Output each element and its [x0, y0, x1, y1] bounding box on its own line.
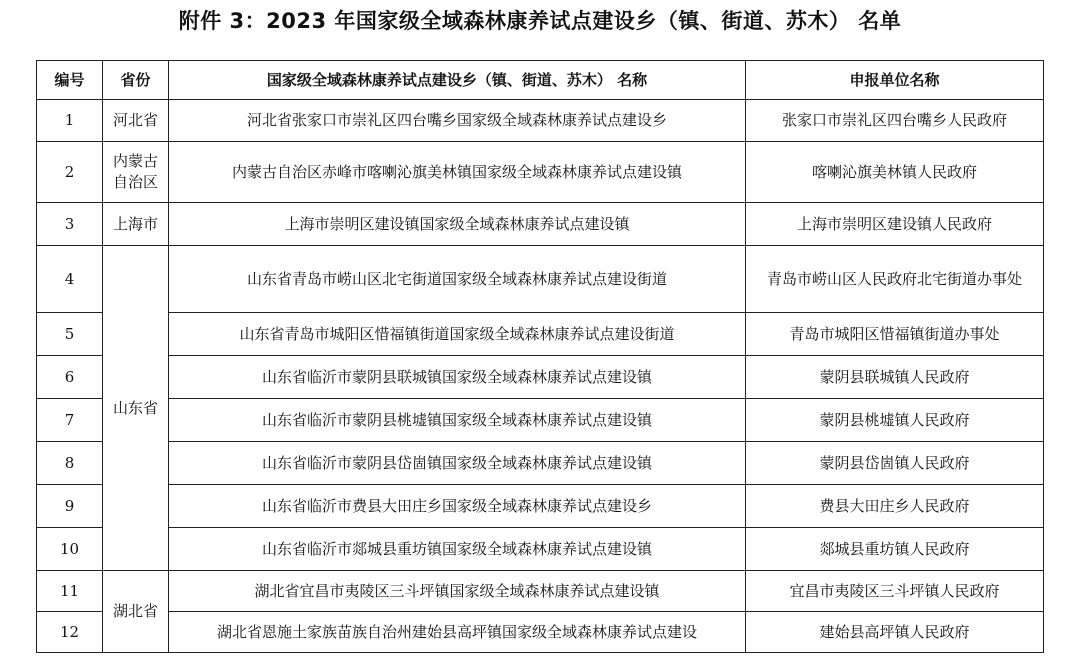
table-header-row: [37, 61, 1044, 100]
cell-no: 3: [37, 203, 103, 246]
cell-unit: 青岛市崂山区人民政府北宅街道办事处: [746, 246, 1044, 313]
cell-province: 河北省: [103, 100, 169, 142]
cell-name: 湖北省宜昌市夷陵区三斗坪镇国家级全域森林康养试点建设镇: [169, 571, 746, 612]
cell-no: 12: [37, 612, 103, 653]
cell-unit: 建始县高坪镇人民政府: [746, 612, 1044, 653]
table-row: [37, 203, 1044, 246]
header-name: 国家级全域森林康养试点建设乡（镇、街道、苏木） 名称: [169, 61, 746, 100]
header-unit: 申报单位名称: [746, 61, 1044, 100]
cell-unit: 蒙阴县联城镇人民政府: [746, 356, 1044, 399]
table-row: [37, 612, 1044, 653]
table-row: [37, 313, 1044, 356]
cell-province: 内蒙古自治区: [103, 142, 169, 203]
table-row: [37, 399, 1044, 442]
cell-name: 河北省张家口市崇礼区四台嘴乡国家级全域森林康养试点建设乡: [169, 100, 746, 142]
table-row: [37, 246, 1044, 313]
cell-name: 山东省青岛市城阳区惜福镇街道国家级全域森林康养试点建设街道: [169, 313, 746, 356]
cell-name: 湖北省恩施土家族苗族自治州建始县高坪镇国家级全域森林康养试点建设: [169, 612, 746, 653]
header-no: 编号: [37, 61, 103, 100]
cell-name: 内蒙古自治区赤峰市喀喇沁旗美林镇国家级全域森林康养试点建设镇: [169, 142, 746, 203]
cell-no: 9: [37, 485, 103, 528]
table-row: [37, 528, 1044, 571]
table-row: [37, 142, 1044, 203]
cell-unit: 青岛市城阳区惜福镇街道办事处: [746, 313, 1044, 356]
cell-unit: 喀喇沁旗美林镇人民政府: [746, 142, 1044, 203]
cell-no: 2: [37, 142, 103, 203]
cell-province: 湖北省: [103, 571, 169, 653]
table-row: [37, 485, 1044, 528]
cell-no: 7: [37, 399, 103, 442]
cell-name: 山东省青岛市崂山区北宅街道国家级全域森林康养试点建设街道: [169, 246, 746, 313]
cell-unit: 郯城县重坊镇人民政府: [746, 528, 1044, 571]
cell-name: 山东省临沂市费县大田庄乡国家级全域森林康养试点建设乡: [169, 485, 746, 528]
cell-province: 上海市: [103, 203, 169, 246]
table-row: [37, 571, 1044, 612]
cell-unit: 蒙阴县岱崮镇人民政府: [746, 442, 1044, 485]
cell-name: 山东省临沂市蒙阴县桃墟镇国家级全域森林康养试点建设镇: [169, 399, 746, 442]
pilot-town-table: [36, 60, 1044, 653]
cell-unit: 宜昌市夷陵区三斗坪镇人民政府: [746, 571, 1044, 612]
cell-name: 山东省临沂市郯城县重坊镇国家级全域森林康养试点建设镇: [169, 528, 746, 571]
cell-no: 10: [37, 528, 103, 571]
cell-unit: 上海市崇明区建设镇人民政府: [746, 203, 1044, 246]
cell-no: 6: [37, 356, 103, 399]
cell-no: 5: [37, 313, 103, 356]
header-province: 省份: [103, 61, 169, 100]
cell-no: 1: [37, 100, 103, 142]
cell-unit: 费县大田庄乡人民政府: [746, 485, 1044, 528]
cell-no: 8: [37, 442, 103, 485]
cell-no: 11: [37, 571, 103, 612]
cell-unit: 张家口市崇礼区四台嘴乡人民政府: [746, 100, 1044, 142]
table-row: [37, 442, 1044, 485]
table-row: [37, 100, 1044, 142]
cell-no: 4: [37, 246, 103, 313]
cell-province: 山东省: [103, 246, 169, 571]
cell-unit: 蒙阴县桃墟镇人民政府: [746, 399, 1044, 442]
cell-name: 山东省临沂市蒙阴县联城镇国家级全域森林康养试点建设镇: [169, 356, 746, 399]
cell-name: 山东省临沂市蒙阴县岱崮镇国家级全域森林康养试点建设镇: [169, 442, 746, 485]
page-title: 附件 3：2023 年国家级全域森林康养试点建设乡（镇、街道、苏木） 名单: [178, 9, 902, 33]
cell-name: 上海市崇明区建设镇国家级全域森林康养试点建设镇: [169, 203, 746, 246]
table-row: [37, 356, 1044, 399]
